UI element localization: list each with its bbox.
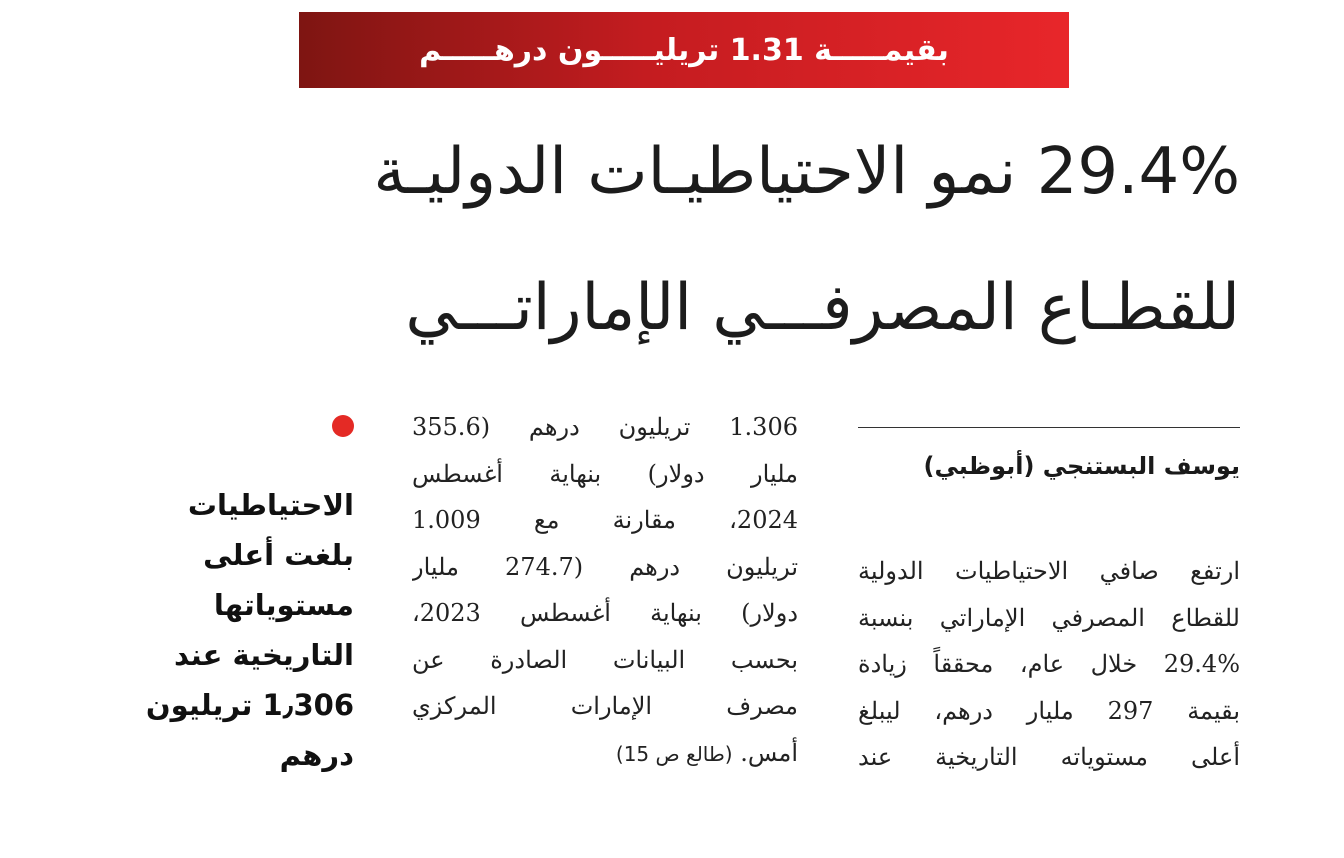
article-last-line <box>412 730 798 778</box>
bullet-dot-icon <box>332 415 354 437</box>
pull-quote-line: بلغت أعلى <box>203 538 354 572</box>
article-line: 1.306 تريليون درهم (355.6 <box>412 413 798 441</box>
page-reference: (طالع ص 15) <box>615 741 733 766</box>
byline-divider <box>858 427 1240 428</box>
headline-banner <box>299 12 1069 88</box>
pull-quote-line: التاريخية عند <box>174 638 354 672</box>
article-line: تريليون درهم (274.7 مليار <box>412 552 798 581</box>
article-line: بحسب البيانات الصادرة عن <box>412 645 798 674</box>
article-line: 29.4% خلال عام، محققاً زيادة <box>858 650 1240 678</box>
pull-quote <box>114 480 354 780</box>
pull-quote-line: درهم <box>279 738 354 772</box>
article-line: للقطاع المصرفي الإماراتي بنسبة <box>858 603 1240 632</box>
article-line: مليار دولار) بنهاية أغسطس <box>412 459 798 488</box>
headline-line-1: 29.4% نمو الاحتياطيـات الدوليـة <box>373 135 1240 209</box>
article-line: دولار) بنهاية أغسطس 2023، <box>412 599 798 627</box>
article-line: ارتفع صافي الاحتياطيات الدولية <box>858 557 1240 585</box>
headline-line-2: للقطـاع المصرفـــي الإماراتـــي <box>405 271 1240 345</box>
byline: يوسف البستنجي (أبوظبي) <box>923 452 1240 480</box>
article-line: أمس. <box>740 738 798 767</box>
article-line: 2024، مقارنة مع 1.009 <box>412 506 798 534</box>
article-line: مصرف الإمارات المركزي <box>412 692 798 720</box>
pull-quote-line: 1٫306 تريليون <box>145 688 354 722</box>
article-column-middle <box>412 404 798 777</box>
pull-quote-line: مستوياتها <box>213 588 354 622</box>
pull-quote-line: الاحتياطيات <box>187 488 354 522</box>
article-column-right <box>858 548 1240 781</box>
banner-text: بقيمـــــة 1.31 تريليـــــون درهـــــم <box>419 32 949 68</box>
article-line: بقيمة 297 مليار درهم، ليبلغ <box>858 696 1240 725</box>
article-line: أعلى مستوياته التاريخية عند <box>858 743 1240 771</box>
